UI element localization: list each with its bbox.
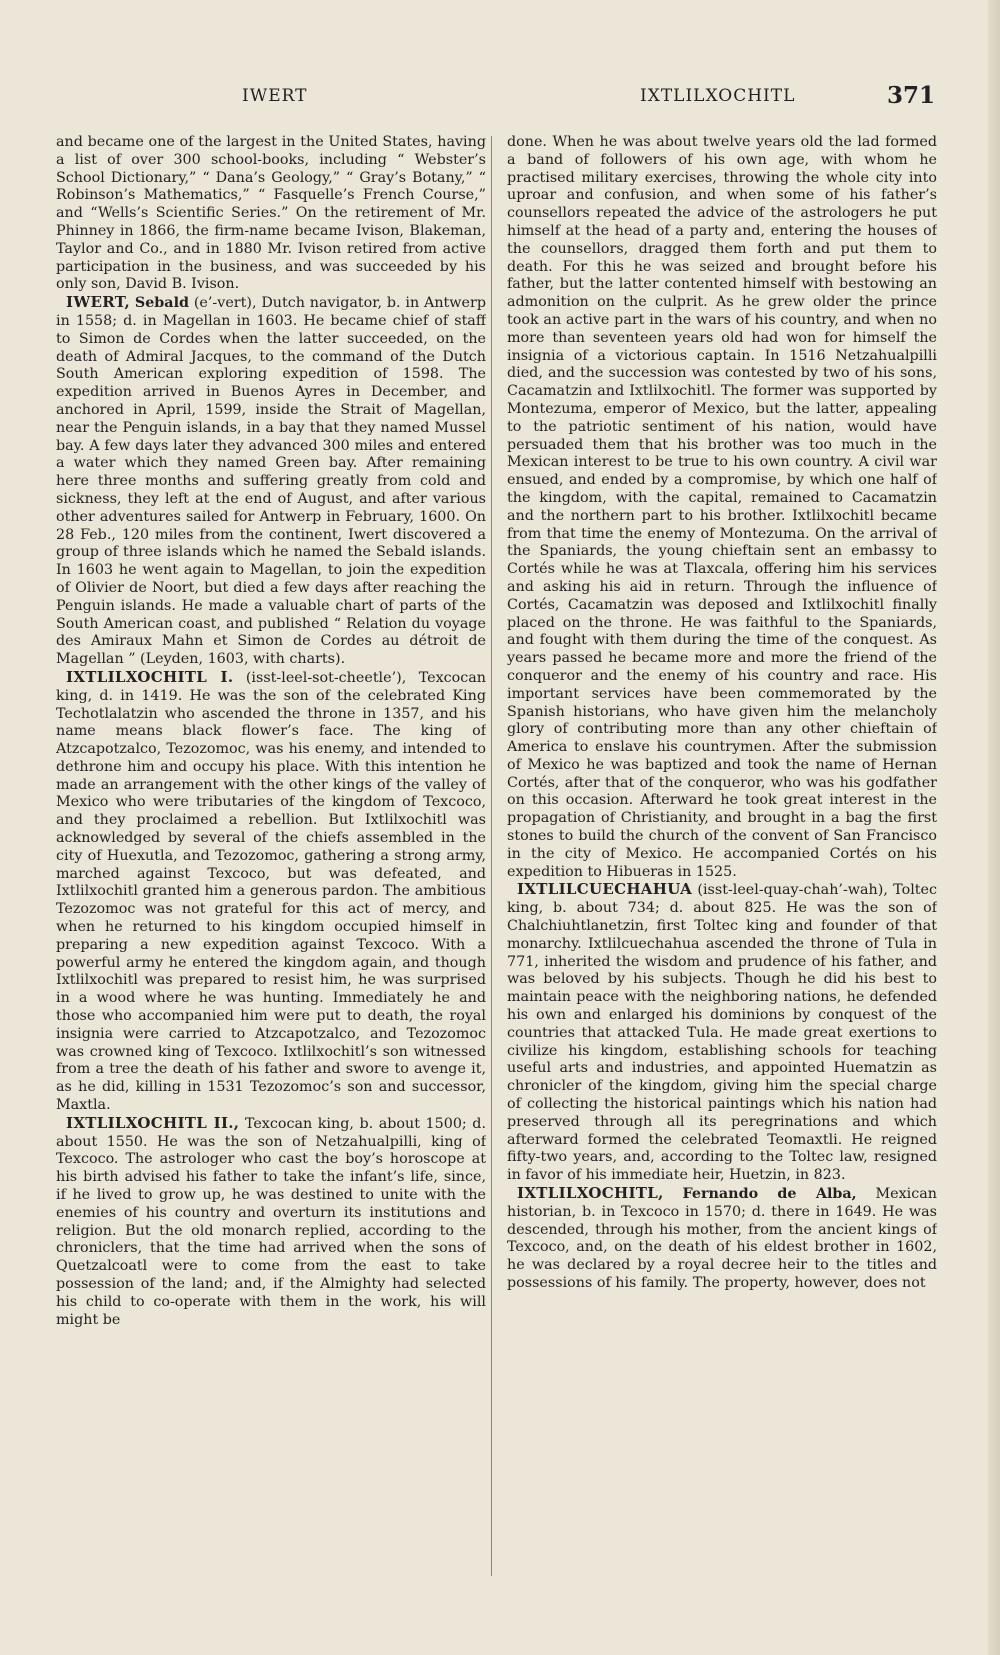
entry-text: and became one of the largest in the United States, having a list of over 300 school-books, including “ Webster’s School Dictionary,” “ Dana’s Geology,” “ Gray’s Botany,” “ Robinson’s Mathematics,” “ Fasquelle’s French Course,” and “Wells’s Scientific Series.” On the retirement of Mr. Phinney in 1866, the firm-name became Ivison, Blakeman, Taylor and Co., and in 1880 Mr. Ivison retired from active participation in the business, and was succeeded by his only son, David B. Ivison. bbox=[56, 134, 486, 293]
left-running-head: IWERT bbox=[242, 86, 308, 106]
right-column bbox=[507, 134, 937, 1564]
entry-paragraph bbox=[507, 1185, 937, 1293]
running-header bbox=[0, 78, 1000, 118]
entry-headword: IXTLILXOCHITL, bbox=[517, 1184, 664, 1203]
entry-headword-extra: Fernando de Alba, bbox=[682, 1186, 857, 1203]
page-number: 371 bbox=[887, 82, 936, 109]
right-running-head: IXTLILXOCHITL bbox=[640, 86, 796, 106]
entry-paragraph bbox=[56, 134, 486, 294]
entry-text: done. When he was about twelve years old the lad formed a band of followers of his own age, with whom he practised military exercises, throwing the whole city into uproar and confusion, and when some of his father’s counsellors repeated the advice of the astrologers he put himself at the head of a party and, entering the houses of the counsellors, dragged them forth and put them to death. For this he was seized and brought before his father, but the latter contented himself with bestowing an admonition on the culprit. As he grew older the prince took an active part in the wars of his country, and when no more than seventeen years old had won for himself the insignia of a victorious captain. In 1516 Netzahualpilli died, and the succession was contested by two of his sons, Cacamatzin and Ixtlilxochitl. The former was supported by Montezuma, emperor of Mexico, but the latter, appealing to the patriotic sentiment of his nation, would have persuaded them that his brother was too much in the Mexican interest to be true to his own country. A civil war ensued, and ended by a compromise, by which one half of the kingdom, with the capital, remained to Cacamatzin and the northern part to his brother. Ixtlilxochitl became from that time the enemy of Montezuma. On the arrival of the Spaniards, the young chieftain sent an embassy to Cortés while he was at Tlaxcala, offering him his services and asking his aid in return. Through the influence of Cortés, Cacamatzin was deposed and Ixtlilxochitl finally placed on the throne. He was faithful to the Spaniards, and fought with them during the time of the conquest. As years passed he became more and more the friend of the conqueror and the enemy of his country and race. His important services have been commemorated by the Spanish historians, who have given him the melancholy glory of contributing more than any other chieftain of America to enslave his countrymen. After the submission of Mexico he was baptized and took the name of Hernan Cortés, after that of the conqueror, who was his godfather on this occasion. Afterward he took great interest in the propagation of Christianity, and brought in a bag the first stones to build the church of the convent of San Francisco in the city of Mexico. He accompanied Cortés on his expedition to Hibueras in 1525. bbox=[507, 134, 937, 880]
entry-paragraph bbox=[56, 294, 486, 669]
entry-text: (isst-leel-quay-chah’-wah), Toltec king, b. about 734; d. about 825. He was the son of Chalchiuhtlanetzin, first Toltec king and founder of that monarchy. Ixtlilcuechahua ascended the throne of Tula in 771, inherited the wisdom and prudence of his father, and was beloved by his subjects. Though he did his best to maintain peace with the neighboring nations, he defended his own and enlarged his dominions by conquest of the countries that attacked Tula. He made great exertions to civilize his kingdom, establishing schools for teaching useful arts and industries, and appointed Huematzin as chronicler of the kingdom, giving him the special charge of collecting the historical paintings which his nation had preserved through all its peregrinations and which afterward formed the celebrated Teomaxtli. He reigned fifty-two years, and, according to the Toltec law, resigned in favor of his immediate heir, Huetzin, in 823. bbox=[507, 882, 937, 1184]
column-divider bbox=[491, 136, 492, 1576]
entry-paragraph bbox=[507, 134, 937, 881]
entry-headword-extra: Sebald bbox=[134, 295, 189, 312]
entry-paragraph bbox=[56, 669, 486, 1115]
page-edge-shadow bbox=[988, 0, 1000, 1655]
entry-text: (e’-vert), Dutch navigator, b. in Antwerp in 1558; d. in Magellan in 1603. He became chief of staff to Simon de Cordes when the latter succeeded, on the death of Admiral Jacques, to the command of the Dutch South American exploring expedition of 1598. The expedition arrived in Buenos Ayres in December, and anchored in April, 1599, inside the Strait of Magellan, near the Penguin islands, in a bay that they named Mussel bay. A few days later they advanced 300 miles and entered a water which they named Green bay. After remaining here three months and suffering greatly from cold and sickness, they left at the end of August, and after various other adventures sailed for Antwerp in February, 1600. On 28 Feb., 120 miles from the continent, Iwert discovered a group of three islands which he named the Sebald islands. In 1603 he went again to Magellan, to join the expedition of Olivier de Noort, but died a few days after reaching the Penguin islands. He made a valuable chart of parts of the South American coast, and published “ Relation du voyage des Amiraux Mahn et Simon de Cordes au détroit de Magellan ” (Leyden, 1603, with charts). bbox=[56, 295, 486, 668]
entry-text: (isst-leel-sot-cheetle’), Texcocan king, d. in 1419. He was the son of the celebrated King Techotlalatzin who ascended the throne in 1357, and his name means black flower’s face. The king of Atzcapotzalco, Tezozomoc, was his enemy, and intended to dethrone him and occupy his place. With this intention he made an arrangement with the other kings of the valley of Mexico who were tributaries of the kingdom of Texcoco, and they proclaimed a rebellion. But Ixtlilxochitl was acknowledged by several of the chiefs assembled in the city of Huexutla, and Tezozomoc, gathering a strong army, marched against Texcoco, but was defeated, and Ixtlilxochitl granted him a generous pardon. The ambitious Tezozomoc was not grateful for this act of mercy, and when he returned to his kingdom occupied himself in preparing a new expedition against Texcoco. With a powerful army he entered the kingdom again, and though Ixtlilxochitl was prepared to resist him, he was surprised in a wood where he was hunting. Immediately he and those who accompanied him were put to death, the royal insignia were carried to Atzcapotzalco, and Tezozomoc was crowned king of Texcoco. Ixtlilxochitl’s son witnessed from a tree the death of his father and swore to avenge it, as he did, killing in 1531 Tezozomoc’s son and successor, Maxtla. bbox=[56, 669, 486, 1114]
entry-headword: IXTLILXOCHITL I. bbox=[66, 667, 234, 686]
entry-headword: IXTLILXOCHITL II., bbox=[66, 1113, 240, 1132]
entry-text: Texcocan king, b. about 1500; d. about 1550. He was the son of Netzahualpilli, king of Texcoco. The astrologer who cast the boy’s horoscope at his birth advised his father to take the infant’s life, since, if he lived to grow up, he was destined to unite with the enemies of his country and overturn its institutions and religion. But the old monarch replied, according to the chroniclers, that the time had arrived when the sons of Quetzalcoatl were to come from the east to take possession of the land; and, if the Almighty had selected his child to co-operate with them in the work, his will might be bbox=[56, 1115, 486, 1328]
entry-paragraph bbox=[507, 881, 937, 1185]
left-column bbox=[56, 134, 486, 1614]
entry-paragraph bbox=[56, 1115, 486, 1330]
entry-headword: IWERT, bbox=[66, 293, 131, 312]
entry-headword: IXTLILCUECHAHUA bbox=[517, 880, 693, 899]
entry-text: Mexican historian, b. in Texcoco in 1570; d. there in 1649. He was descended, through his mother, from the ancient kings of Texcoco, and, on the death of his eldest brother in 1602, he was declared by a royal decree heir to the titles and possessions of his family. The property, however, does not bbox=[507, 1186, 937, 1291]
